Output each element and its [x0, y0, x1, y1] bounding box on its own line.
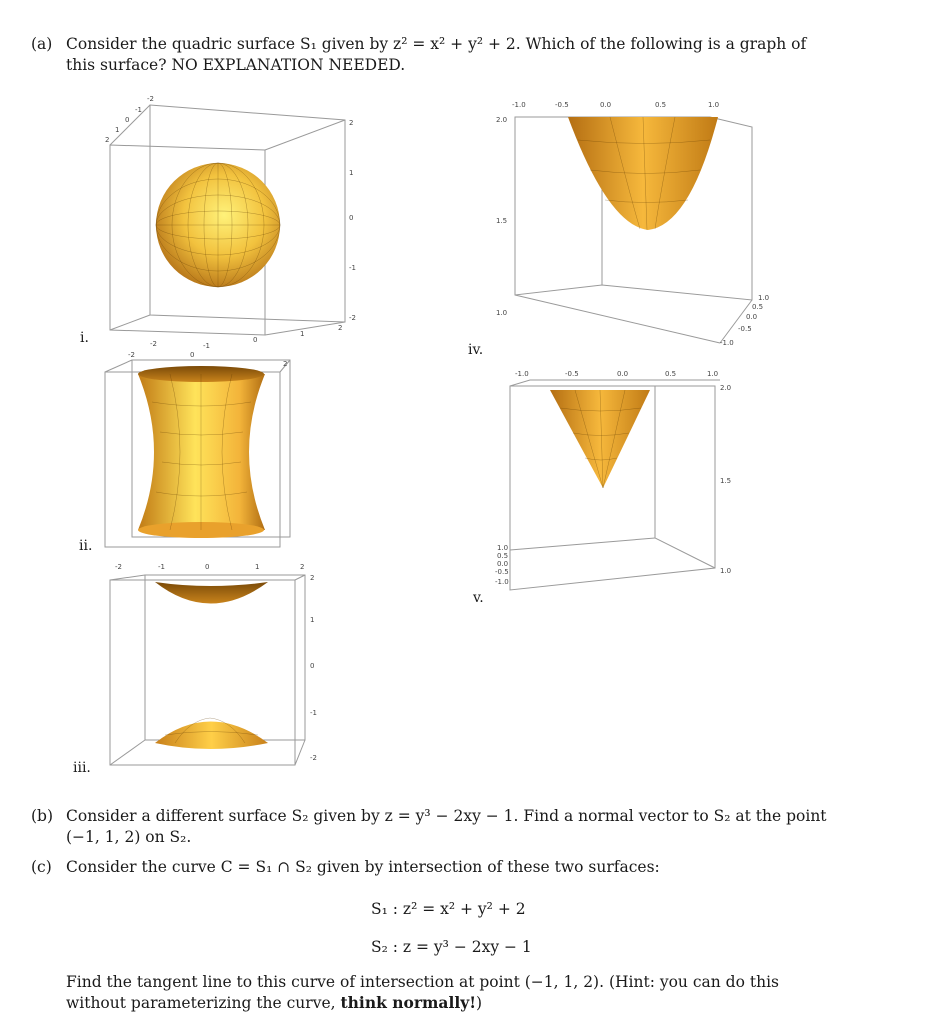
part-a-question-line2: this surface? NO EXPLANATION NEEDED. [66, 56, 406, 74]
tick-label: -2 [128, 351, 135, 359]
tick-label: 1.0 [496, 309, 508, 317]
tick-label: 2.0 [496, 116, 508, 124]
tick-label: 0.5 [752, 303, 764, 311]
tick-label: 0 [310, 662, 315, 670]
tick-label: 2 [105, 136, 110, 144]
tick-label: -0.5 [738, 325, 752, 333]
plot-iii-two-sheets [100, 560, 325, 770]
tick-label: 1.0 [497, 544, 509, 552]
part-c-line3-end: ) [476, 994, 483, 1012]
tick-label: 0.5 [665, 370, 677, 378]
part-b-label: (b) [31, 807, 54, 825]
tick-label: -2 [310, 754, 317, 762]
tick-label: -0.5 [565, 370, 579, 378]
tick-label: -1 [349, 264, 356, 272]
tick-label: 0 [190, 351, 195, 359]
tick-label: 0 [349, 214, 354, 222]
part-b-question-line1: Consider a different surface S₂ given by z = y³ − 2xy − 1. Find a normal vector to S₂ at the point [66, 807, 827, 825]
tick-label: 1 [300, 330, 305, 338]
option-v-label: v. [473, 590, 484, 606]
tick-label: 2 [300, 563, 305, 571]
tick-label: 0.5 [497, 552, 509, 560]
tick-label: 2 [283, 360, 288, 368]
tick-label: -1 [135, 106, 142, 114]
tick-label: 1 [310, 616, 315, 624]
plot-v-cone [495, 368, 755, 598]
tick-label: 1.0 [707, 370, 719, 378]
tick-label: 0 [253, 336, 258, 344]
part-c-line3-start: without parameterizing the curve, [66, 994, 336, 1012]
tick-label: -0.5 [555, 101, 569, 109]
part-c-label: (c) [31, 858, 52, 876]
tick-label: 1 [349, 169, 354, 177]
tick-label: 2 [310, 574, 315, 582]
tick-label: 0.0 [746, 313, 758, 321]
option-ii-label: ii. [79, 538, 93, 554]
tick-label: 1.5 [720, 477, 732, 485]
tick-label: 1 [115, 126, 120, 134]
part-a-label: (a) [31, 35, 53, 53]
tick-label: -1.0 [720, 339, 734, 347]
tick-label: 0.0 [497, 560, 509, 568]
tick-label: 2 [338, 324, 343, 332]
hint-bold-text: think normally! [340, 993, 477, 1012]
tick-label: 0 [205, 563, 210, 571]
tick-label: -0.5 [495, 568, 509, 576]
tick-label: 0 [125, 116, 130, 124]
tick-label: -1.0 [515, 370, 529, 378]
plot-iv-bowl [490, 95, 780, 350]
tick-label: 2 [349, 119, 354, 127]
tick-label: -2 [150, 340, 157, 348]
part-c-question-line2: Find the tangent line to this curve of intersection at point (−1, 1, 2). (Hint: you can do this [66, 973, 779, 991]
plot-i-sphere [95, 90, 375, 350]
tick-label: -1 [203, 342, 210, 350]
tick-label: -2 [349, 314, 356, 322]
tick-label: 0.0 [600, 101, 612, 109]
tick-label: -1.0 [495, 578, 509, 586]
tick-label: 0.5 [655, 101, 667, 109]
tick-label: -1 [310, 709, 317, 717]
tick-label: 1.0 [758, 294, 770, 302]
plot-ii-hyperboloid [100, 352, 300, 552]
option-i-label: i. [80, 330, 89, 346]
part-c-question-line1: Consider the curve C = S₁ ∩ S₂ given by intersection of these two surfaces: [66, 858, 660, 876]
tick-label: -1.0 [512, 101, 526, 109]
tick-label: 1.0 [708, 101, 720, 109]
tick-label: 1 [255, 563, 260, 571]
equation-s2: S₂ : z = y³ − 2xy − 1 [371, 938, 532, 956]
tick-label: 1.0 [720, 567, 732, 575]
equation-s1: S₁ : z² = x² + y² + 2 [371, 900, 526, 918]
tick-label: 2.0 [720, 384, 732, 392]
tick-label: -2 [147, 95, 154, 103]
option-iv-label: iv. [468, 342, 484, 358]
part-c-question-line3 [66, 993, 482, 1013]
tick-label: -1 [158, 563, 165, 571]
part-a-question-line1: Consider the quadric surface S₁ given by z² = x² + y² + 2. Which of the following is a graph of [66, 35, 807, 53]
part-b-question-line2: (−1, 1, 2) on S₂. [66, 828, 192, 846]
tick-label: 1.5 [496, 217, 508, 225]
tick-label: 0.0 [617, 370, 629, 378]
tick-label: -2 [115, 563, 122, 571]
option-iii-label: iii. [73, 760, 91, 776]
